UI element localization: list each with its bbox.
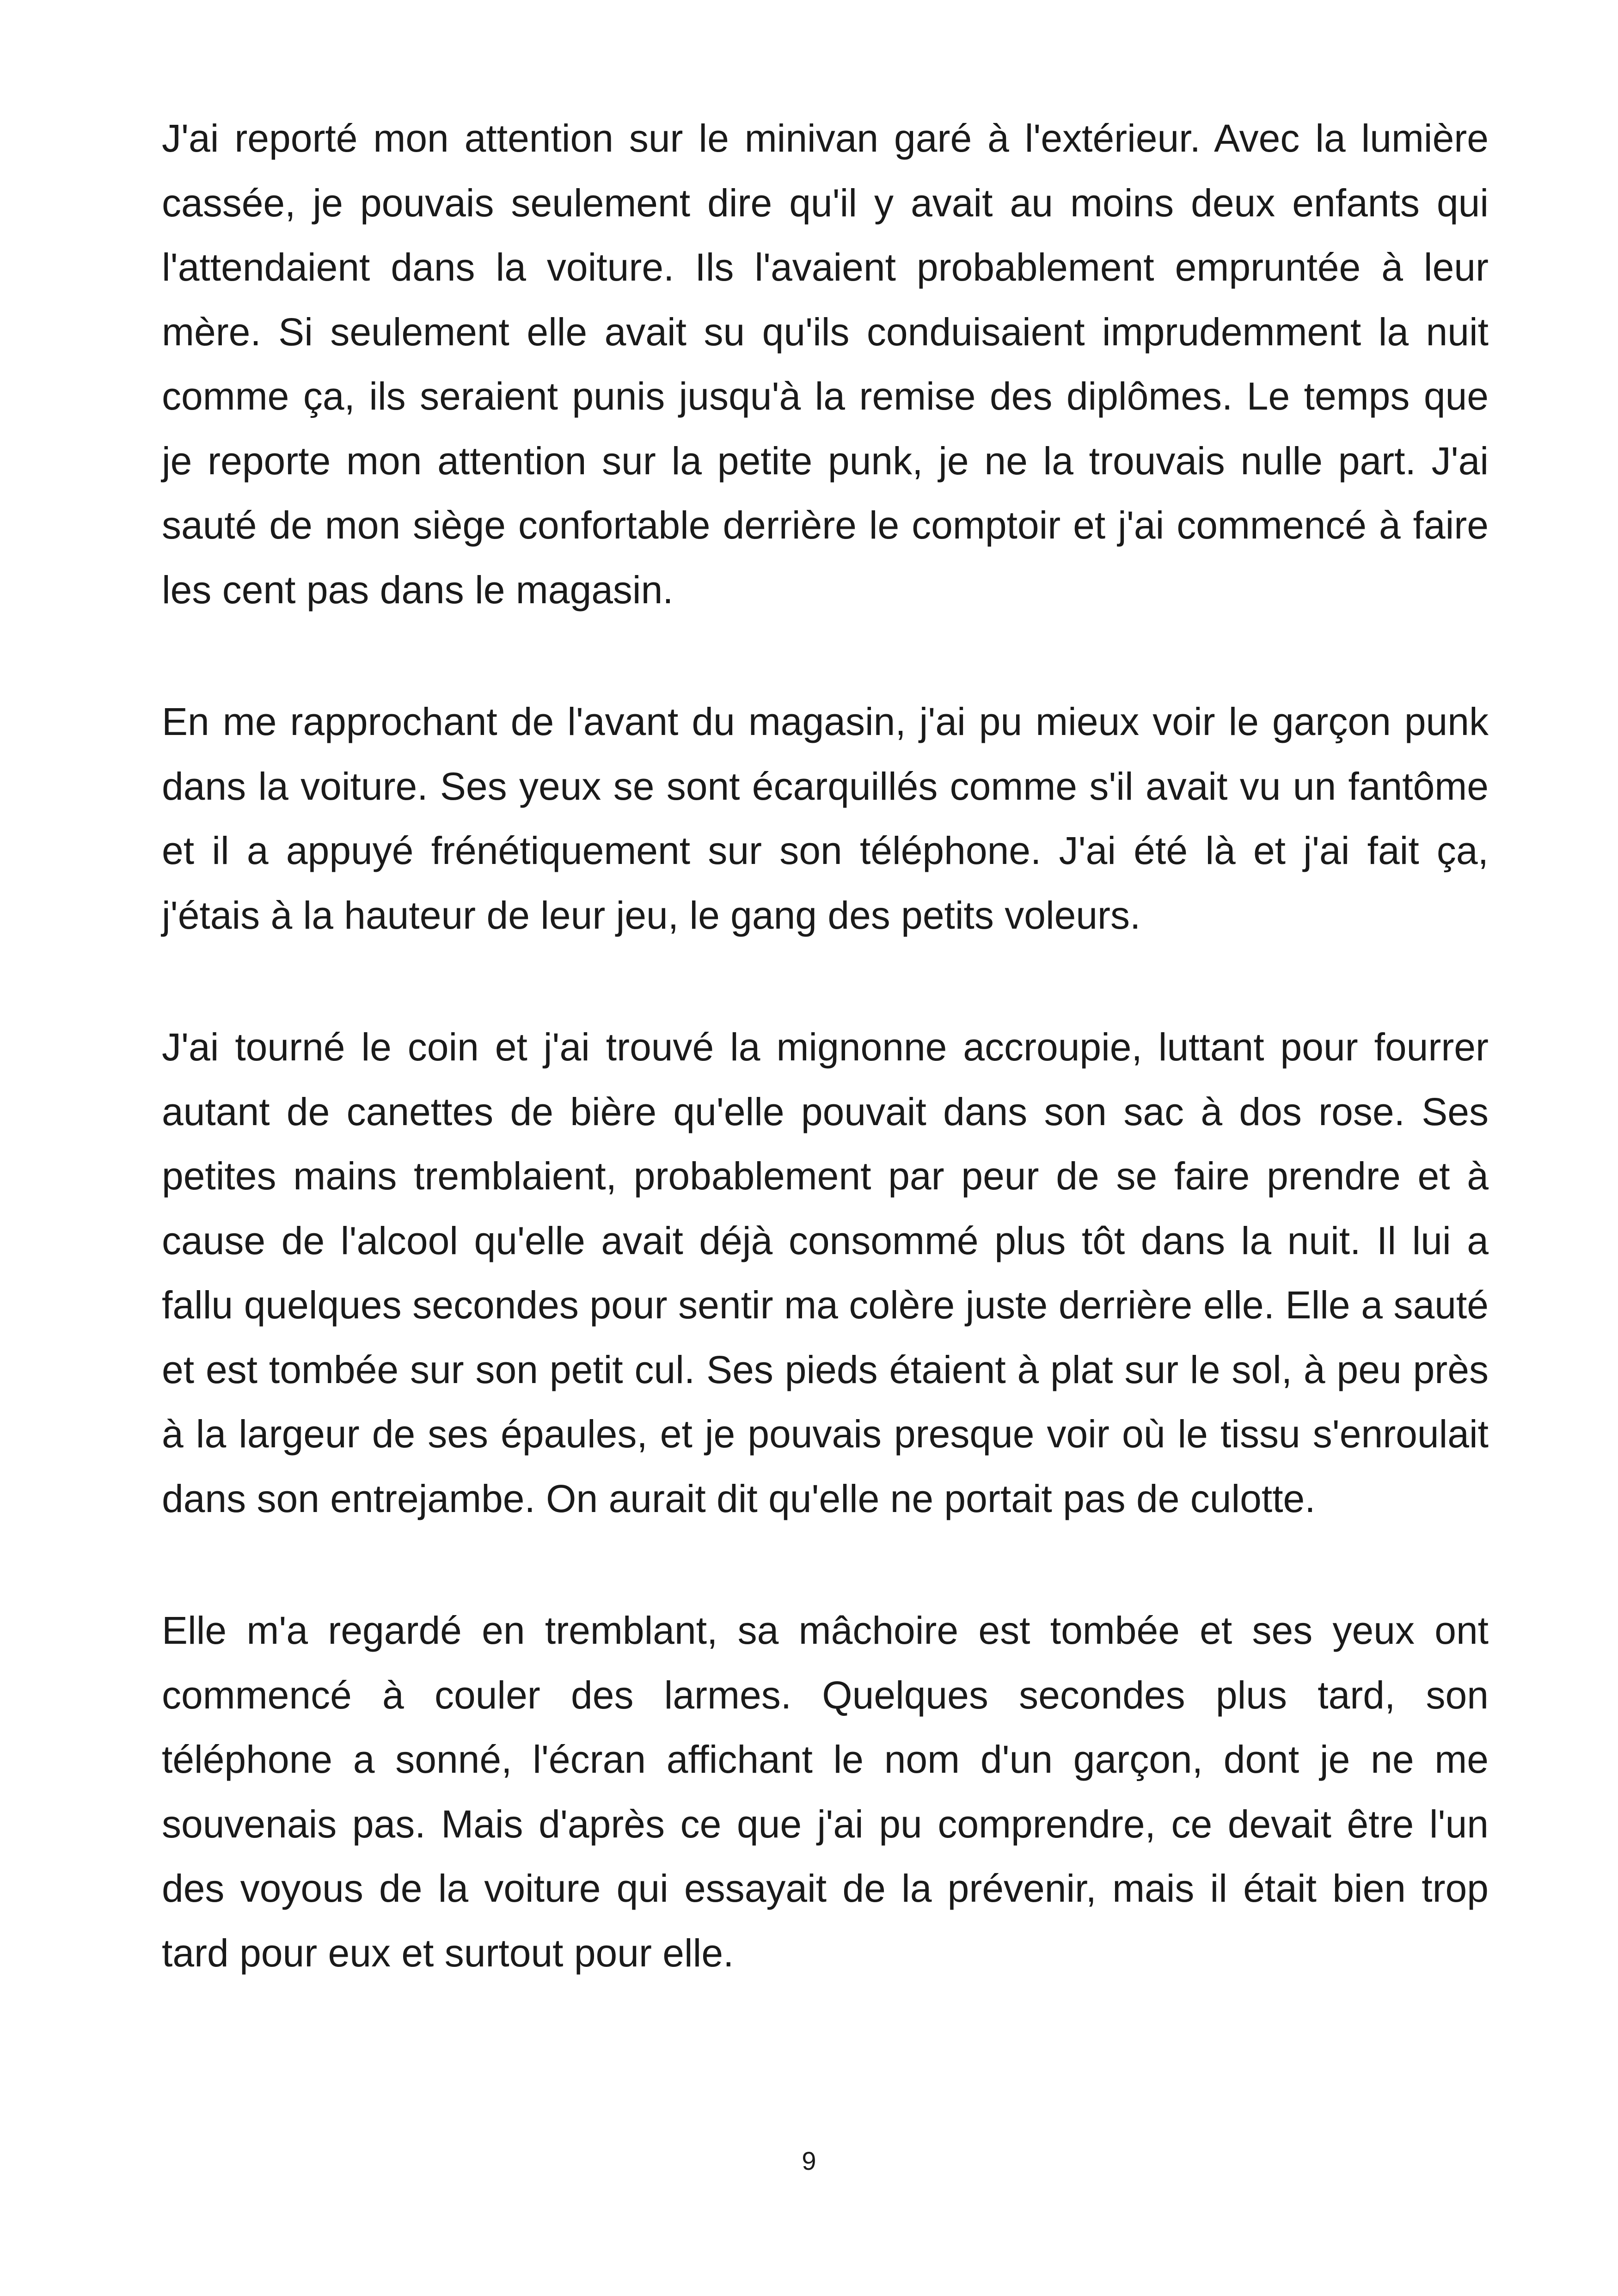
page-number: 9 <box>802 2146 816 2175</box>
paragraph-3: J'ai tourné le coin et j'ai trouvé la mignonne accroupie, luttant pour fourrer autant de canettes de bière qu'elle pouvait dans son sac à dos rose. Ses petites mains tremblaient, probablement par peur de se faire prendre et à cause de l'alcool qu'elle avait déjà consommé plus tôt dans la nuit. Il lui a fallu quelques secondes pour sentir ma colère juste derrière elle. Elle a sauté et est tombée sur son petit cul. Ses pieds étaient à plat sur le sol, à peu près à la largeur de ses épaules, et je pouvais presque voir où le tissu s'enroulait dans son entrejambe. On aurait dit qu'elle ne portait pas de culotte. <box>162 1025 1489 1520</box>
paragraph-2: En me rapprochant de l'avant du magasin, j'ai pu mieux voir le garçon punk dans la voiture. Ses yeux se sont écarquillés comme s'il avait vu un fantôme et il a appuyé frénétiquement sur son téléphone. J'ai été là et j'ai fait ça, j'étais à la hauteur de leur jeu, le gang des petits voleurs. <box>162 700 1489 937</box>
paragraph-4: Elle m'a regardé en tremblant, sa mâchoire est tombée et ses yeux ont commencé à couler des larmes. Quelques secondes plus tard, son téléphone a sonné, l'écran affichant le nom d'un garçon, dont je ne me souvenais pas. Mais d'après ce que j'ai pu comprendre, ce devait être l'un des voyous de la voiture qui essayait de la prévenir, mais il était bien trop tard pour eux et surtout pour elle. <box>162 1609 1489 1975</box>
body-text <box>162 106 1489 2053</box>
paragraph-1: J'ai reporté mon attention sur le minivan garé à l'extérieur. Avec la lumière cassée, je pouvais seulement dire qu'il y avait au moins deux enfants qui l'attendaient dans la voiture. Ils l'avaient probablement empruntée à leur mère. Si seulement elle avait su qu'ils conduisaient imprudemment la nuit comme ça, ils seraient punis jusqu'à la remise des diplômes. Le temps que je reporte mon attention sur la petite punk, je ne la trouvais nulle part. J'ai sauté de mon siège confortable derrière le comptoir et j'ai commencé à faire les cent pas dans le magasin. <box>162 116 1489 612</box>
